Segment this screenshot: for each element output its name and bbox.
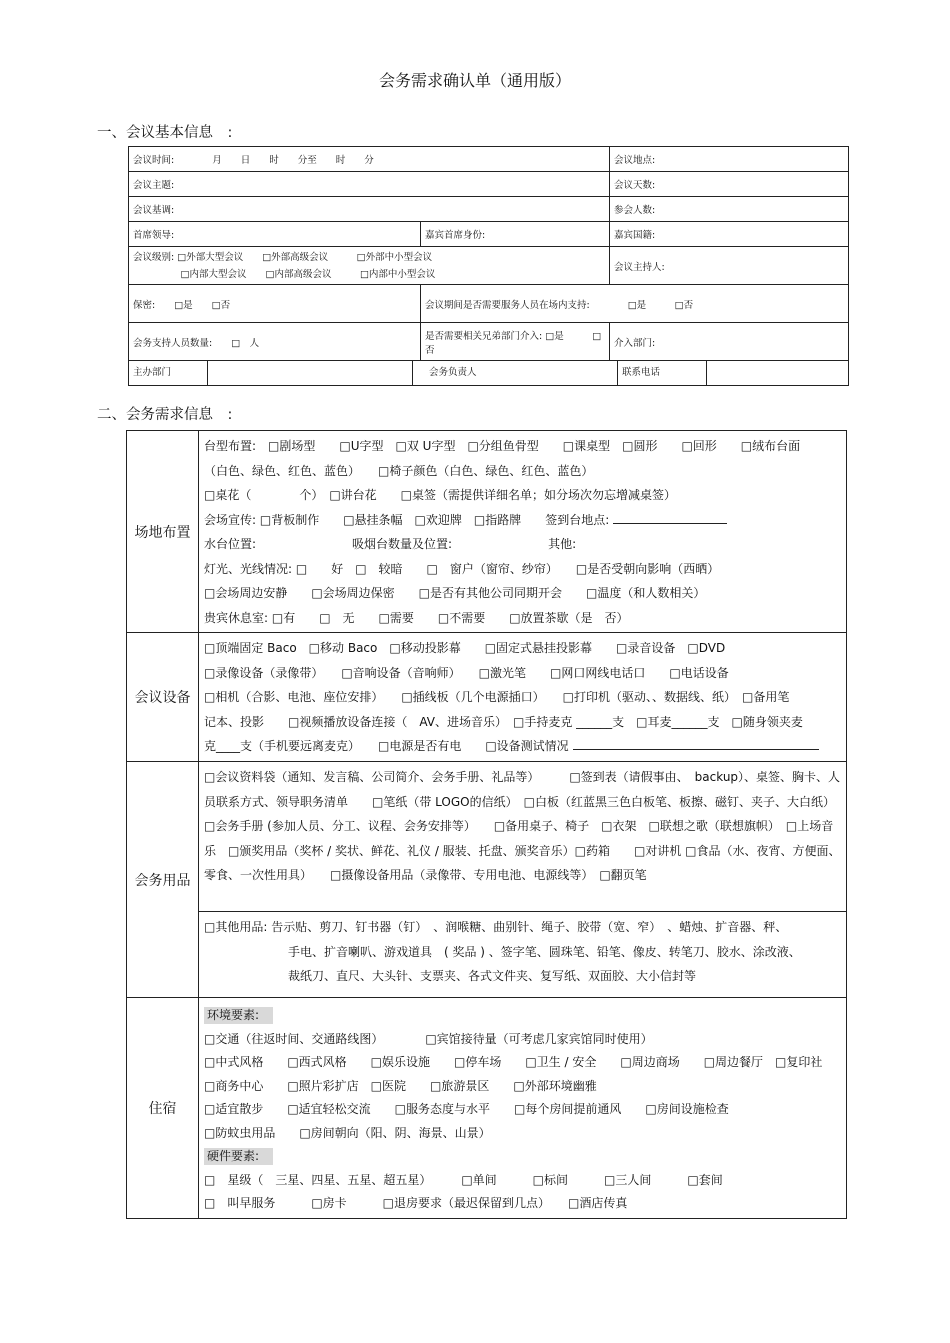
section-heading-needs: 二、会务需求信息 : — [97, 407, 233, 423]
meeting-days-field[interactable]: 会议天数: — [610, 172, 849, 197]
lodging-hw-line: □ 星级（ 三星、四星、五星、超五星） □单间 □标间 □三人间 □套间 — [204, 1172, 723, 1187]
level-line-internal: □内部大型会议 □内部高级会议 □内部中小型会议 — [133, 268, 436, 280]
meeting-level-options[interactable] — [129, 247, 610, 285]
equipment-test-blank[interactable] — [573, 737, 819, 750]
venue-line: 台型布置: □剧场型 □U字型 □双 U字型 □分组鱼骨型 □课桌型 □圆形 □回形 □绒布台面 — [204, 439, 801, 453]
organizer-dept-label: 主办部门 — [129, 361, 208, 385]
chief-leader-field[interactable]: 首席领导: — [129, 222, 421, 247]
meeting-host-field[interactable]: 会议主持人: — [610, 247, 849, 285]
equipment-line: □顶端固定 Baco □移动 Baco □移动投影幕 □固定式悬挂投影幕 □录音设备 □DVD — [204, 641, 726, 655]
involved-dept-field[interactable]: 介入部门: — [610, 323, 849, 361]
attendee-count-field[interactable]: 参会人数: — [610, 197, 849, 222]
lodging-label: 住宿 — [127, 998, 199, 1219]
signin-location-blank[interactable] — [613, 511, 727, 524]
level-line-external: 会议级别: □外部大型会议 □外部高级会议 □外部中小型会议 — [133, 251, 433, 263]
lodging-env-line: □适宜散步 □适宜轻松交流 □服务态度与水平 □每个房间提前通风 □房间设施检查 — [204, 1102, 729, 1116]
venue-line: （白色、绿色、红色、蓝色） □椅子颜色（白色、绿色、红色、蓝色） — [204, 463, 594, 478]
lodging-options[interactable] — [199, 998, 847, 1219]
dept-involve-options[interactable]: 是否需要相关兄弟部门介入: □是 □否 — [421, 323, 610, 361]
other-supplies[interactable] — [199, 912, 847, 998]
venue-line: □桌花（ 个） □讲台花 □桌签（需提供详细名单；如分场次勿忘增减桌签） — [204, 488, 677, 502]
lodging-hw-line: □ 叫早服务 □房卡 □退房要求（最迟保留到几点） □酒店传真 — [204, 1196, 628, 1210]
venue-line: 贵宾休息室: □有 □ 无 □需要 □不需要 □放置茶歇（是 否） — [204, 610, 629, 625]
basic-info-table — [128, 146, 849, 386]
equipment-line: □相机（合影、电池、座位安排） □插线板（几个电源插口） □打印机（驱动、、数据线、纸） □备用笔 — [204, 690, 790, 704]
meeting-time-field[interactable]: 会议时间: 月 日 时 分至 时 分 — [129, 147, 610, 172]
equipment-options[interactable] — [199, 633, 847, 762]
lodging-env-line: □交通（往返时间、交通路线图） □宾馆接待量（可考虑几家宾馆同时使用） — [204, 1031, 653, 1046]
section-heading-basic: 一、会议基本信息 : — [97, 125, 233, 141]
service-support-options[interactable]: 会议期间是否需要服务人员在场内支持: □是 □否 — [421, 285, 849, 323]
equipment-line: 克____支（手机要远离麦克） □电源是否有电 □设备测试情况 — [204, 734, 842, 759]
supplies-text: □会议资料袋（通知、发言稿、公司简介、会务手册、礼品等） □签到表（请假事由、 backup）、桌签、胸卡、人员联系方式、领导职务清单 □笔纸（带 LOGO的信纸） □白板（红蓝黑三色白板笔、板擦、磁钉、夹子、大白纸） □会务手册 (参加人员、分工、议程、会务安排等） □备用桌子、椅子 □衣架 □联想之歌（联想旗帜） □上场音乐 □颁奖用品（奖杯 / 奖状、鲜花、礼仪 / 服装、托盘、颁奖音乐）□药箱 □对讲机 □食品（水、夜宵、方便面、零食、一次性用具） □摄像设备用品（录像带、专用电池、电源线等） □翻页笔 — [204, 770, 841, 882]
secrecy-options[interactable]: 保密: □是 □否 — [129, 285, 421, 323]
meeting-topic-field[interactable]: 会议主题: — [129, 172, 610, 197]
contact-phone-label: 联系电话 — [618, 361, 707, 385]
guest-identity-field[interactable]: 嘉宾首席身份: — [421, 222, 610, 247]
guest-nationality-field[interactable]: 嘉宾国籍: — [610, 222, 849, 247]
supplies-options[interactable] — [199, 762, 847, 912]
meeting-tone-field[interactable]: 会议基调: — [129, 197, 610, 222]
venue-line: 会场宣传: □背板制作 □悬挂条幅 □欢迎牌 □指路牌 签到台地点: — [204, 508, 842, 533]
support-staff-count-field[interactable]: 会务支持人员数量: □ 人 — [129, 323, 421, 361]
equipment-line: 记本、投影 □视频播放设备连接（ AV、进场音乐） □手持麦克 ______支 □耳麦______支 □随身领夹麦 — [204, 714, 803, 729]
other-supplies-line: 裁纸刀、直尺、大头针、支票夹、各式文件夹、复写纸、双面胶、大小信封等 — [288, 969, 697, 983]
equipment-line: □录像设备（录像带） □音响设备（音响师） □激光笔 □网口网线电话口 □电话设备 — [204, 665, 729, 680]
venue-line: 水台位置: 吸烟台数量及位置: 其他: — [204, 537, 577, 551]
equipment-label: 会议设备 — [127, 633, 199, 762]
environment-tag: 环境要素: — [204, 1007, 273, 1024]
other-supplies-line: □其他用品: 告示贴、剪刀、钉书器（钉） 、润喉糖、曲别针、绳子、胶带（宽、窄） 、蜡烛、扩音器、秤、 — [204, 920, 788, 934]
venue-label: 场地布置 — [127, 431, 199, 633]
lodging-env-line: □防蚊虫用品 □房间朝向（阳、阴、海景、山景） — [204, 1125, 491, 1140]
page-title: 会务需求确认单（通用版） — [378, 71, 571, 90]
needs-table — [126, 430, 847, 1219]
supplies-label: 会务用品 — [127, 762, 199, 998]
meeting-location-field[interactable]: 会议地点: — [610, 147, 849, 172]
organizer-dept-value[interactable] — [208, 361, 413, 385]
venue-line: 灯光、光线情况: □ 好 □ 较暗 □ 窗户（窗帘、纱帘） □是否受朝向影响（西晒） — [204, 561, 720, 576]
responsible-person-label: 会务负责人 — [413, 361, 618, 385]
other-supplies-line: 手电、扩音喇叭、游戏道具 ( 奖品 ) 、签字笔、圆珠笔、铅笔、像皮、转笔刀、胶水、涂改液、 — [288, 944, 801, 959]
venue-line: □会场周边安静 □会场周边保密 □是否有其他公司同期开会 □温度（和人数相关） — [204, 586, 706, 600]
lodging-env-line: □商务中心 □照片彩扩店 □医院 □旅游景区 □外部环境幽雅 — [204, 1078, 597, 1093]
hardware-tag: 硬件要素: — [204, 1148, 273, 1165]
contact-phone-value[interactable] — [707, 361, 848, 385]
venue-options[interactable] — [199, 431, 847, 633]
lodging-env-line: □中式风格 □西式风格 □娱乐设施 □停车场 □卫生 / 安全 □周边商场 □周边餐厅 □复印社 — [204, 1055, 823, 1069]
